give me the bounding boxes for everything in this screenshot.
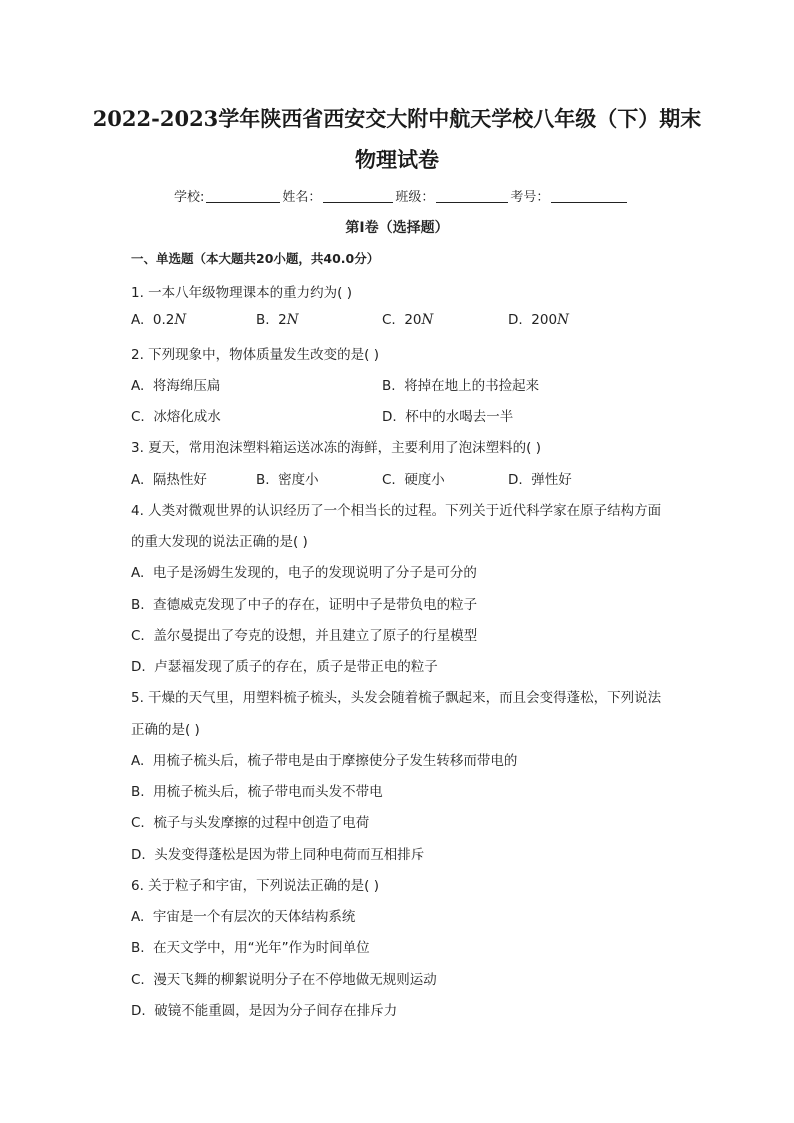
option-letter: D. (131, 847, 146, 863)
option-letter: C. (131, 815, 145, 831)
exam-number-blank[interactable] (551, 188, 627, 203)
option-text: 电子是汤姆生发现的，电子的发现说明了分子是可分的 (152, 565, 477, 581)
option-text: 用梳子梳头后，梳子带电而头发不带电 (153, 784, 383, 800)
question-6-stem: 6. 关于粒子和宇宙，下列说法正确的是( ) (131, 878, 379, 894)
question-5-stem-line1: 5. 干燥的天气里，用塑料梳子梳头，头发会随着梳子飘起来，而且会变得蓬松，下列说法 (131, 690, 662, 706)
option-text: 隔热性好 (152, 472, 207, 488)
option-letter: C. (131, 409, 145, 425)
name-label: 姓名： (282, 190, 322, 205)
question-1-option-c[interactable] (382, 312, 433, 328)
question-3-option-d[interactable] (508, 468, 572, 488)
option-text: 查德威克发现了中子的存在，证明中子是带负电的粒子 (153, 597, 478, 613)
option-letter: D. (508, 472, 523, 488)
question-4-option-a[interactable] (131, 561, 477, 581)
question-3-option-c[interactable] (382, 468, 445, 488)
option-unit: N (286, 312, 299, 328)
option-letter: D. (508, 312, 523, 328)
option-value: 2 (278, 312, 287, 328)
question-1-option-b[interactable] (256, 312, 299, 328)
option-letter: B. (382, 378, 396, 394)
question-3-option-b[interactable] (256, 468, 319, 488)
question-5-stem-line2: 正确的是( ) (131, 722, 200, 738)
option-letter: A. (131, 753, 145, 769)
option-text: 硬度小 (404, 472, 445, 488)
option-text: 宇宙是一个有层次的天体结构系统 (152, 909, 356, 925)
exam-title-line2: 物理试卷 (355, 147, 439, 172)
question-1-stem: 1. 一本八年级物理课本的重力约为( ) (131, 285, 352, 301)
option-value: 0.2 (152, 312, 175, 328)
student-info-row (174, 186, 629, 205)
question-6-option-d[interactable] (131, 999, 397, 1019)
section-heading: 第Ⅰ卷（选择题） (345, 220, 449, 236)
option-text: 漫天飞舞的柳絮说明分子在不停地做无规则运动 (153, 972, 437, 988)
school-blank[interactable] (206, 188, 280, 203)
option-unit: N (421, 312, 434, 328)
option-text: 杯中的水喝去一半 (405, 409, 514, 425)
option-text: 冰熔化成水 (153, 409, 221, 425)
question-4-stem-line2: 的重大发现的说法正确的是( ) (131, 534, 308, 550)
option-letter: D. (131, 1003, 146, 1019)
option-text: 盖尔曼提出了夸克的设想，并且建立了原子的行星模型 (153, 628, 478, 644)
option-text: 梳子与头发摩擦的过程中创造了电荷 (153, 815, 370, 831)
option-letter: D. (131, 659, 146, 675)
part-heading: 一、单选题（本大题共20小题，共40.0分） (131, 251, 380, 266)
name-blank[interactable] (323, 188, 393, 203)
option-letter: C. (131, 972, 145, 988)
question-6-option-a[interactable] (131, 905, 355, 925)
option-text: 密度小 (278, 472, 319, 488)
question-6-option-c[interactable] (131, 968, 437, 988)
option-letter: C. (382, 472, 396, 488)
question-2-option-a[interactable] (131, 374, 220, 394)
option-letter: A. (131, 909, 145, 925)
option-letter: C. (131, 628, 145, 644)
option-letter: B. (131, 597, 145, 613)
option-text: 用梳子梳头后，梳子带电是由于摩擦使分子发生转移而带电的 (152, 753, 518, 769)
question-1-option-d[interactable] (508, 312, 569, 328)
question-2-option-c[interactable] (131, 405, 221, 425)
option-letter: C. (382, 312, 396, 328)
class-blank[interactable] (436, 188, 508, 203)
option-text: 头发变得蓬松是因为带上同种电荷而互相排斥 (154, 847, 425, 863)
option-text: 弹性好 (531, 472, 572, 488)
option-text: 将海绵压扁 (152, 378, 221, 394)
option-letter: B. (131, 784, 145, 800)
question-3-option-a[interactable] (131, 468, 207, 488)
question-5-option-b[interactable] (131, 780, 383, 800)
option-unit: N (174, 312, 187, 328)
option-text: 在天文学中，用“光年”作为时间单位 (153, 940, 370, 956)
option-letter: A. (131, 565, 145, 581)
question-1-option-a[interactable] (131, 312, 186, 328)
question-6-option-b[interactable] (131, 936, 370, 956)
question-2-option-d[interactable] (382, 405, 513, 425)
option-letter: B. (256, 312, 270, 328)
question-4-option-d[interactable] (131, 655, 438, 675)
question-4-option-c[interactable] (131, 624, 477, 644)
option-unit: N (557, 312, 569, 328)
option-letter: D. (382, 409, 397, 425)
option-letter: A. (131, 378, 145, 394)
question-5-option-d[interactable] (131, 843, 424, 863)
school-label: 学校: (174, 190, 205, 205)
option-text: 破镜不能重圆，是因为分子间存在排斥力 (154, 1003, 398, 1019)
exam-number-label: 考号： (510, 190, 550, 205)
question-2-stem: 2. 下列现象中，物体质量发生改变的是( ) (131, 347, 379, 363)
option-value: 200 (531, 312, 558, 328)
question-4-stem-line1: 4. 人类对微观世界的认识经历了一个相当长的过程。下列关于近代科学家在原子结构方面 (131, 503, 662, 519)
question-5-option-c[interactable] (131, 811, 369, 831)
option-text: 将掉在地上的书捡起来 (404, 378, 540, 394)
question-2-option-b[interactable] (382, 374, 539, 394)
exam-title-line1: 2022-2023学年陕西省西安交大附中航天学校八年级（下）期末 (92, 106, 702, 131)
option-letter: A. (131, 472, 145, 488)
option-letter: A. (131, 312, 145, 328)
option-value: 20 (404, 312, 422, 328)
class-label: 班级： (395, 190, 435, 205)
question-3-stem: 3. 夏天，常用泡沫塑料箱运送冰冻的海鲜，主要利用了泡沫塑料的( ) (131, 440, 541, 456)
question-4-option-b[interactable] (131, 593, 477, 613)
question-5-option-a[interactable] (131, 749, 517, 769)
option-text: 卢瑟福发现了质子的存在，质子是带正电的粒子 (154, 659, 438, 675)
option-letter: B. (131, 940, 145, 956)
option-letter: B. (256, 472, 270, 488)
